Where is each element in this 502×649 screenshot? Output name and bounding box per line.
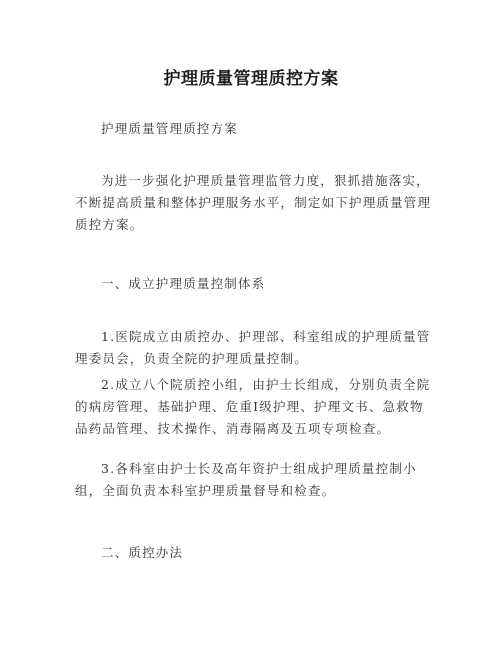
section1-item3: 3.各科室由护士长及高年资护士组成护理质量控制小组，全面负责本科室护理质量督导和检查。: [75, 461, 417, 498]
document-title: 护理质量管理质控方案: [163, 69, 339, 89]
section2-heading: 二、质控办法: [101, 545, 184, 560]
section1-item2: 2.成立八个院质控小组，由护士长组成，分别负责全院的病房管理、基础护理、危重Ⅰ级护理、护理文书、急救物品药品管理、技术操作、消毒隔离及五项专项检查。: [75, 377, 431, 436]
section1-heading: 一、成立护理质量控制体系: [101, 276, 266, 291]
section1-item1: 1.医院成立由质控办、护理部、科室组成的护理质量管理委员会，负责全院的护理质量控制。: [75, 329, 431, 366]
intro-paragraph: 为进一步强化护理质量管理监管力度，狠抓措施落实，不断提高质量和整体护理服务水平，制定如下护理质量管理质控方案。: [75, 173, 432, 232]
document-subtitle: 护理质量管理质控方案: [101, 121, 239, 136]
